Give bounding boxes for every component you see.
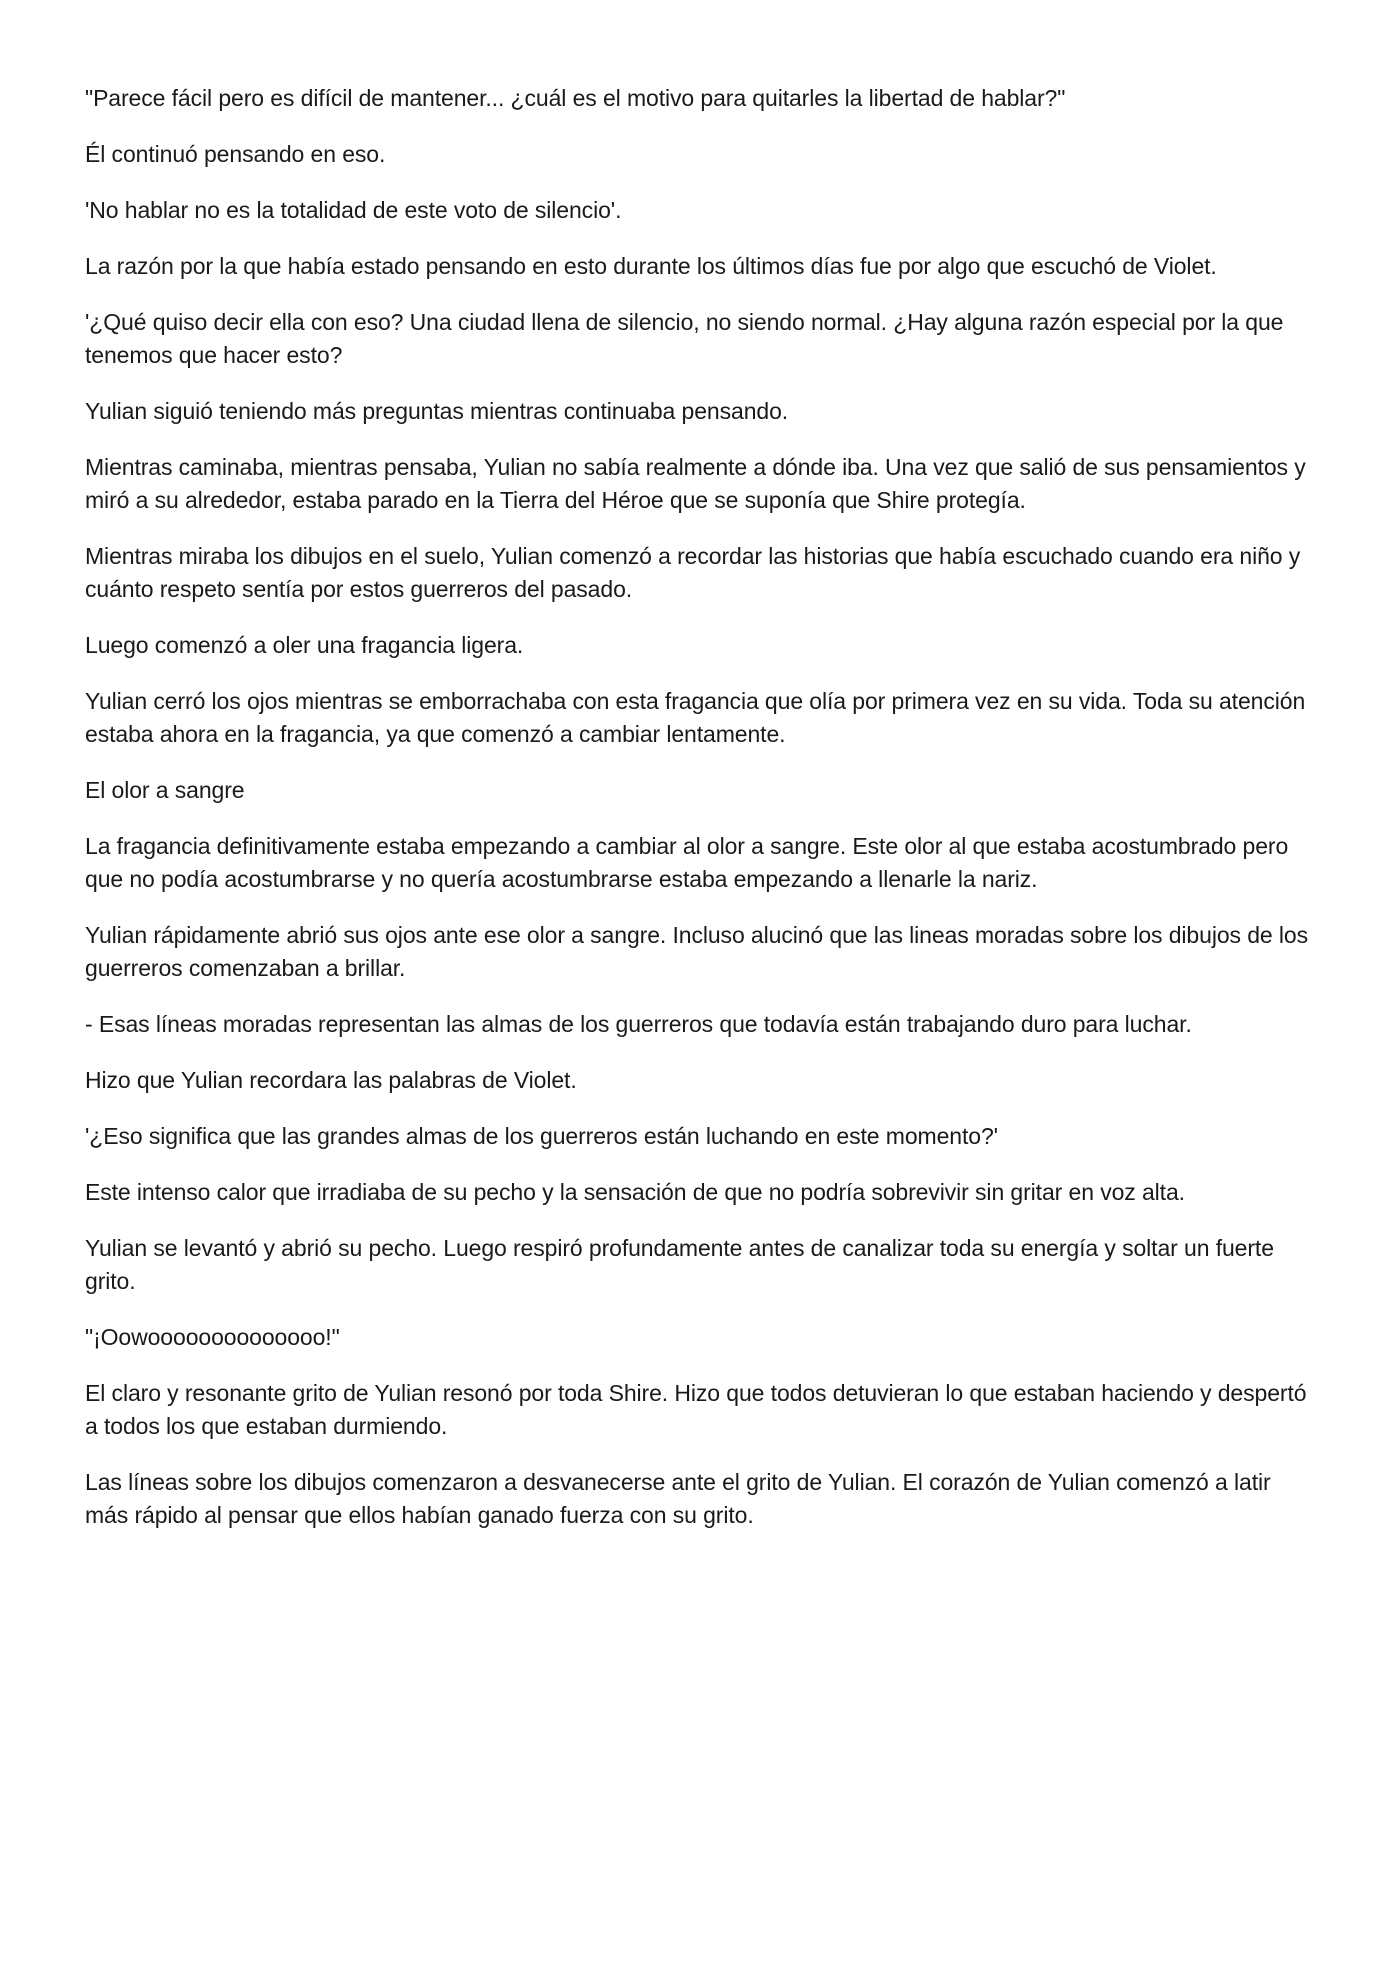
- paragraph-17: Este intenso calor que irradiaba de su pecho y la sensación de que no podría sobrevivir sin gritar en voz alta.: [85, 1179, 1185, 1205]
- paragraph-21: Las líneas sobre los dibujos comenzaron a desvanecerse ante el grito de Yulian. El corazón de Yulian comenzó a latir más rápido al pensar que ellos habían ganado fuerza con su grito.: [85, 1469, 1271, 1528]
- paragraph-8: Mientras miraba los dibujos en el suelo, Yulian comenzó a recordar las historias que había escuchado cuando era niño y cuánto respeto sentía por estos guerreros del pasado.: [85, 543, 1301, 602]
- text-body: [85, 82, 1314, 1532]
- paragraph-11: El olor a sangre: [85, 777, 245, 803]
- paragraph-13: Yulian rápidamente abrió sus ojos ante ese olor a sangre. Incluso alucinó que las lineas moradas sobre los dibujos de los guerreros comenzaban a brillar.: [85, 922, 1308, 981]
- paragraph-4: La razón por la que había estado pensando en esto durante los últimos días fue por algo que escuchó de Violet.: [85, 253, 1217, 279]
- paragraph-5: '¿Qué quiso decir ella con eso? Una ciudad llena de silencio, no siendo normal. ¿Hay alguna razón especial por la que tenemos que hacer esto?: [85, 309, 1284, 368]
- paragraph-12: La fragancia definitivamente estaba empezando a cambiar al olor a sangre. Este olor al que estaba acostumbrado pero que no podía acostumbrarse y no quería acostumbrarse estaba empezando a llenarle la nariz.: [85, 833, 1289, 892]
- paragraph-1: "Parece fácil pero es difícil de mantener... ¿cuál es el motivo para quitarles la libertad de hablar?": [85, 85, 1066, 111]
- paragraph-2: Él continuó pensando en eso.: [85, 141, 386, 167]
- paragraph-6: Yulian siguió teniendo más preguntas mientras continuaba pensando.: [85, 398, 789, 424]
- paragraph-10: Yulian cerró los ojos mientras se emborrachaba con esta fragancia que olía por primera vez en su vida. Toda su atención estaba ahora en la fragancia, ya que comenzó a cambiar lentamente.: [85, 688, 1306, 747]
- paragraph-15: Hizo que Yulian recordara las palabras de Violet.: [85, 1067, 577, 1093]
- paragraph-3: 'No hablar no es la totalidad de este voto de silencio'.: [85, 197, 622, 223]
- paragraph-20: El claro y resonante grito de Yulian resonó por toda Shire. Hizo que todos detuvieran lo que estaban haciendo y despertó a todos los que estaban durmiendo.: [85, 1380, 1307, 1439]
- paragraph-7: Mientras caminaba, mientras pensaba, Yulian no sabía realmente a dónde iba. Una vez que salió de sus pensamientos y miró a su alrededor, estaba parado en la Tierra del Héroe que se suponía que Shire protegía.: [85, 454, 1306, 513]
- paragraph-16: '¿Eso significa que las grandes almas de los guerreros están luchando en este momento?': [85, 1123, 998, 1149]
- paragraph-14: - Esas líneas moradas representan las almas de los guerreros que todavía están trabajando duro para luchar.: [85, 1011, 1192, 1037]
- paragraph-19: "¡Oowoooooooooooooo!": [85, 1324, 340, 1350]
- paragraph-9: Luego comenzó a oler una fragancia ligera.: [85, 632, 524, 658]
- paragraph-18: Yulian se levantó y abrió su pecho. Luego respiró profundamente antes de canalizar toda su energía y soltar un fuerte grito.: [85, 1235, 1274, 1294]
